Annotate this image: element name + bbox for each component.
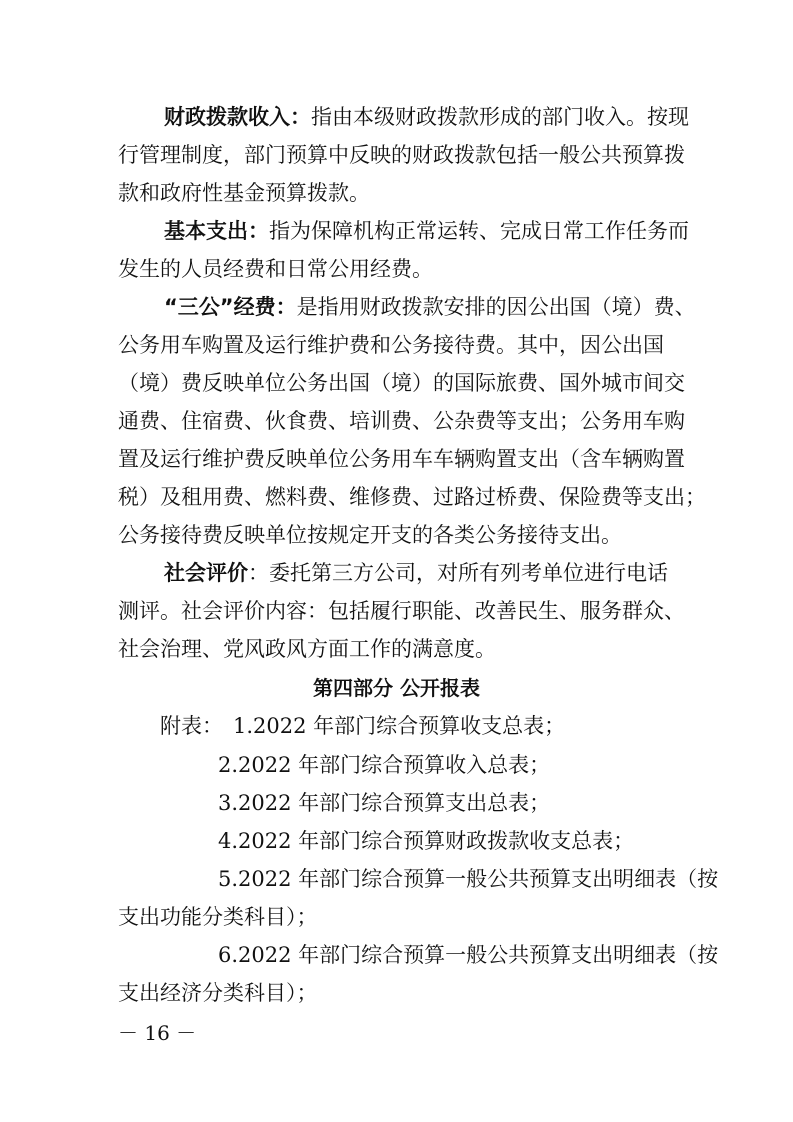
definition-three-public-line-2: 公务用车购置及运行维护费和公务接待费。其中，因公出国 bbox=[118, 333, 664, 357]
attachments-label: 附表： bbox=[160, 714, 223, 738]
definition-three-public-line-6: 税）及租用费、燃料费、维修费、过路过桥费、保险费等支出； bbox=[118, 485, 706, 509]
attachment-item: 6.2022 年部门综合预算一般公共预算支出明细表（按 bbox=[218, 943, 719, 967]
attachment-item-continued: 支出经济分类科目）； bbox=[118, 981, 318, 1005]
definition-text: 是指用财政拨款安排的因公出国（境）费、 bbox=[296, 295, 696, 319]
attachment-item-continued: 支出功能分类科目）； bbox=[118, 905, 318, 929]
definition-three-public-line-1 bbox=[164, 292, 696, 322]
definition-text: 指由本级财政拨款形成的部门收入。按现 bbox=[311, 105, 689, 129]
attachment-item: 4.2022 年部门综合预算财政拨款收支总表； bbox=[218, 829, 635, 853]
definition-social-evaluation-line-2: 测评。社会评价内容：包括履行职能、改善民生、服务群众、 bbox=[118, 599, 685, 623]
term-three-public: “三公”经费： bbox=[164, 295, 297, 319]
term-social-evaluation: 社会评价 bbox=[164, 561, 248, 585]
definition-fiscal-appropriation-line-3: 款和政府性基金预算拨款。 bbox=[118, 181, 370, 205]
definition-fiscal-appropriation-line-2: 行管理制度，部门预算中反映的财政拨款包括一般公共预算拨 bbox=[118, 143, 685, 167]
term-basic-expenditure: 基本支出： bbox=[164, 219, 269, 243]
definition-three-public-line-5: 置及运行维护费反映单位公务用车车辆购置支出（含车辆购置 bbox=[118, 447, 685, 471]
definition-social-evaluation-line-1 bbox=[164, 558, 668, 588]
definition-fiscal-appropriation-line-1 bbox=[164, 102, 689, 132]
term-fiscal-appropriation: 财政拨款收入： bbox=[164, 105, 311, 129]
attachment-item: 3.2022 年部门综合预算支出总表； bbox=[218, 791, 551, 815]
page-number: － 16 － bbox=[118, 1021, 197, 1045]
attachment-item: 2.2022 年部门综合预算收入总表； bbox=[218, 753, 551, 777]
definition-basic-expenditure-line-1 bbox=[164, 216, 689, 246]
definition-social-evaluation-line-3: 社会治理、党风政风方面工作的满意度。 bbox=[118, 637, 496, 661]
attachments-line-1 bbox=[160, 711, 565, 741]
section-heading: 第四部分 公开报表 bbox=[313, 676, 480, 700]
definition-three-public-line-3: （境）费反映单位公务出国（境）的国际旅费、国外城市间交 bbox=[118, 371, 685, 395]
attachment-item: 1.2022 年部门综合预算收支总表； bbox=[233, 714, 566, 738]
definition-text: ：委托第三方公司，对所有列考单位进行电话 bbox=[248, 561, 668, 585]
definition-three-public-line-7: 公务接待费反映单位按规定开支的各类公务接待支出。 bbox=[118, 523, 622, 547]
definition-three-public-line-4: 通费、住宿费、伙食费、培训费、公杂费等支出；公务用车购 bbox=[118, 409, 685, 433]
attachment-item: 5.2022 年部门综合预算一般公共预算支出明细表（按 bbox=[218, 867, 719, 891]
definition-text: 指为保障机构正常运转、完成日常工作任务而 bbox=[269, 219, 689, 243]
definition-basic-expenditure-line-2: 发生的人员经费和日常公用经费。 bbox=[118, 257, 433, 281]
